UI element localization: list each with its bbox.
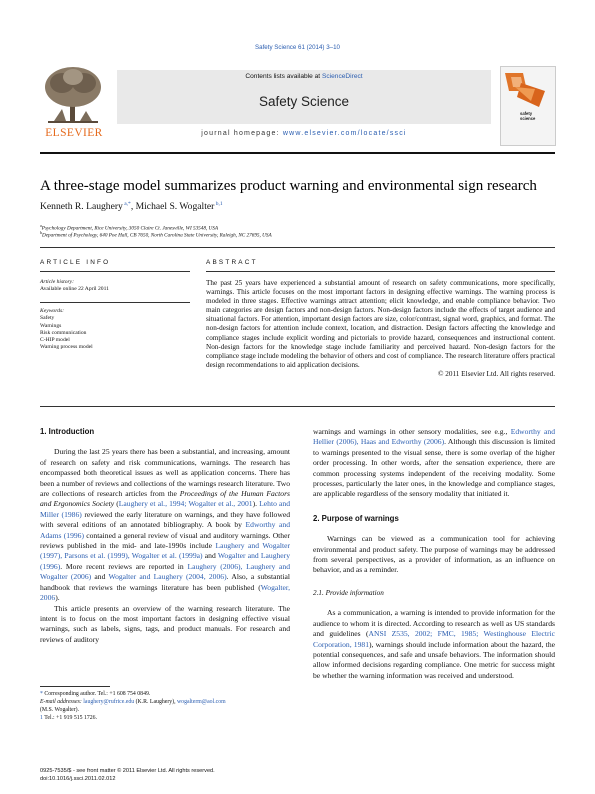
citation-link[interactable]: Laughery (2006), Laughery and Wogalter (2006) [40,561,290,582]
keyword[interactable]: C-HIP model [40,337,70,344]
citation-link[interactable]: Wogalter, 2006 [40,582,290,603]
journal-reference[interactable]: Safety Science 61 (2014) 3–10 [255,44,340,51]
citation-link[interactable]: Laughery and Wogalter (1997), Parsons et al. (1999), Wogalter et al. (1999a) [40,541,290,561]
footnote-email: E-mail addresses: laughery@rufrice.edu (K.R. Laughery), wogalterm@aol.com [40,699,226,705]
header-divider [40,152,555,154]
citation-link[interactable]: ANSI Z535, 2002; FMC, 1985; Westinghouse Electric Corporation, 1981 [313,629,555,649]
right-column [313,427,555,681]
abstract-divider [206,271,555,272]
article-title: A three-stage model summarizes product warning and environmental sign research [40,178,537,194]
cover-title-line-1: safety [520,111,533,116]
email-link[interactable]: laughery@rufrice.edu [83,699,135,705]
keyword[interactable]: Safety [40,315,55,322]
section-heading: 2. Purpose of warnings [313,513,399,523]
journal-cover-image [500,66,556,146]
footnote-mark[interactable]: * [40,691,43,697]
journal-homepage [117,130,491,137]
issn-line: 0925-7535/$ - see front matter © 2011 Elsevier Ltd. All rights reserved. [40,768,215,774]
contents-prefix: Contents lists available at [245,73,322,80]
homepage-prefix: journal homepage: [201,130,283,137]
footnote-email-end: (M.S. Wogalter). [40,707,80,713]
author-affiliation-mark[interactable]: a,* [122,201,131,207]
author-affiliation-mark[interactable]: b,1 [214,201,223,207]
article-info-heading: ARTICLE INFO [40,259,111,266]
history-divider [40,302,190,303]
history-value: Available online 22 April 2011 [40,286,109,293]
subsection-heading: 2.1. Provide information [313,588,384,597]
article-info-divider [40,271,190,272]
citation-link[interactable]: Lehto and Miller (1986) [40,499,291,519]
left-column [40,427,290,645]
author-name[interactable]: Michael S. Wogalter [135,201,215,213]
paragraph: During the last 25 years there has been a substantial, and increasing, amount of research on safety and risk communications, warnings. The research has encompassed both theoretical issues as well as application concerns. There has been a number of reviews and collections of the warnings research literature. Two are collections of research articles from the Proceedings of the Human Factors and Ergonomics Society (Laughery et al., 1994; Wogalter et al., 2001). Lehto and Miller (1986) reviewed the early literature on warnings, and they have followed with several editions of an annotated bibliography. A book by Edworthy and Adams (1996) contained a general review of visual and auditory warnings. Other reviews published in the mid- and late-1990s include Laughery and Wogalter (1997), Parsons et al. (1999), Wogalter et al. (1999a) and Wogalter and Laughery (1996). More recent reviews are reported in Laughery (2006), Laughery and Wogalter (2006) and Wogalter and Laughery (2004, 2006). Also, a substantial handbook that reviews the warnings literature has been published (Wogalter, 2006). [40,447,291,603]
citation-link[interactable]: Wogalter and Laughery (2004, 2006) [108,572,227,582]
affiliation-mark: a [40,223,42,228]
affiliation-text: Psychology Department, Rice University, 3050 Claire Ct. Janesville, WI 53548, USA [41,225,219,232]
keyword[interactable]: Risk communication [40,329,87,336]
footnote-corresponding: * Corresponding author. Tel.: +1 608 754 0849. [40,691,151,697]
keywords-label: Keywords: [40,308,65,314]
sciencedirect-link[interactable]: ScienceDirect [321,73,363,80]
history-label: Article history: [40,279,75,285]
cover-title-line-2: science [520,115,536,121]
paragraph: This article presents an overview of the warning research literature. The intent is to focus on the most important factors in designing effective visual warnings, such as labels, signs, tags, and product manuals. For research and reviews of auditory [40,603,290,644]
section-heading: 1. Introduction [40,427,95,436]
footnote-tel: 1 Tel.: +1 919 515 1726. [40,715,98,721]
cover-title [520,112,554,121]
homepage-link[interactable]: www.elsevier.com/locate/ssci [282,130,407,137]
doi-link[interactable]: doi:10.1016/j.ssci.2011.02.012 [40,776,116,783]
author-separator: , [130,201,136,213]
footnote-mark[interactable]: 1 [40,715,43,721]
paragraph: warnings and warnings in other sensory modalities, see e.g., Edworthy and Hellier (2006), Haas and Edworthy (2006). Although this discussion is limited to warnings presented to the visual sense, there is some overlap of the higher order processing. In other words, after the sensation experience, there are common processing systems independent of the receiving modality. Some processes, particularly the later ones, in the knowledge and compliance stages, are applicable regardless of the sensory modality that initiated it. [313,427,556,499]
front-matter-note [40,767,290,784]
keyword[interactable]: Warning process model [40,344,93,351]
abstract-heading: ABSTRACT [206,259,258,266]
title-divider [40,247,555,248]
citation-link[interactable]: Wogalter and Laughery (1996) [40,551,290,571]
paragraph: As a communication, a warning is intended to provide information for the audience to whom it is directed. According to research as well as US standards and guidelines (ANSI Z535, 2002; FMC, 1985; Westinghouse Electric Corporation, 1981), warnings should include information about the hazard, the potential consequences, and safe and unsafe behaviors. The information should allow informed decisions regarding compliance. One metric for success might be whether the warning information was received and understood. [313,608,555,680]
abstract-end-divider [40,406,555,407]
author-line [40,201,223,212]
contents-line [117,73,491,80]
journal-italic: Proceedings of the Human Factors and Ergonomics Society [40,489,290,509]
keywords-block [40,308,190,352]
email-link[interactable]: wogalterm@aol.com [176,699,226,705]
citation-link[interactable]: Edworthy and Adams (1996) [40,520,291,540]
article-history [40,279,190,294]
keyword[interactable]: Warnings [40,322,62,329]
publisher-logo-text: ELSEVIER [45,127,103,139]
affiliation-mark: b [40,230,42,235]
journal-title: Safety Science [258,94,350,109]
citation-link[interactable]: Edworthy and Hellier (2006), Haas and Edworthy (2006) [313,427,556,447]
author-name[interactable]: Kenneth R. Laughery [40,201,123,213]
paragraph: Warnings can be viewed as a communication tool for achieving environmental and product safety. The purpose of warnings may be addressed from several perspectives, as a provider of information, as an influence on behavior, and as a reminder. [313,534,555,575]
abstract-body: The past 25 years have experienced a substantial amount of research on safety communications, more specifically, warnings. This article focuses on the most important factors in designing effective warnings. The warning process is modeled in three stages. Effective warnings attract attention; elicit knowledge, and enable compliance behavior. Two main categories are design factors and non-design factors. Non-design factors include the effects of target audience and situational factors. For attention, important design factors are size, color/contrast, signal word, graphics, and format. The non-design factors for attention include context, location, and distraction. Design factors affecting the knowledge and compliance stages include explicit wording and pictorials to provide hazard, consequences and instructional content. Non-design factors for the knowledge stage include familiarity and perceived hazard. Non-design factors for the compliance stage include modeling the behavior of others and cost of compliance. The research literature offers practical design recommendations to aid application decisions. [206,279,555,369]
abstract-copyright: © 2011 Elsevier Ltd. All rights reserved. [438,369,555,378]
affiliation-text: Department of Psychology, 640 Poe Hall, CB 7650, North Carolina State University, Raleigh, NC 27695, USA [42,232,272,239]
citation-link[interactable]: Laughery et al., 1994; Wogalter et al., 2001 [118,499,253,509]
abstract-text [206,279,555,379]
footnote-divider [40,686,110,687]
affiliation-b [40,229,272,240]
footnotes [40,690,290,722]
